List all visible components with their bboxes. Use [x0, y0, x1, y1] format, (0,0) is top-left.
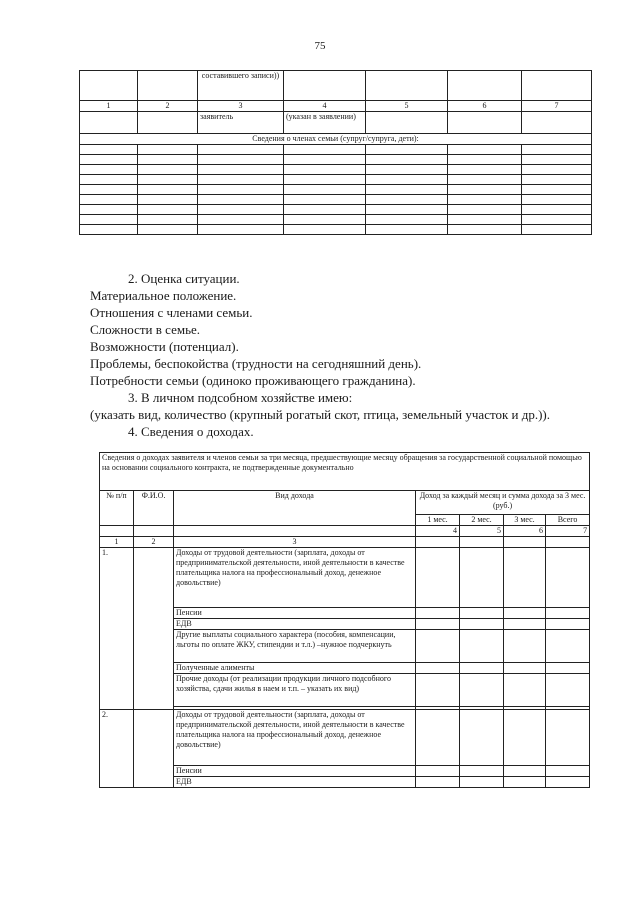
situation-line: Отношения с членами семьи.	[90, 305, 253, 320]
situation-line: Сложности в семье.	[90, 322, 201, 337]
col-num: 5	[366, 101, 448, 112]
income-row	[100, 630, 590, 663]
table-row	[80, 185, 592, 195]
income-labor: Доходы от трудовой деятельности (зарплата, доходы от предпринимательской деятельности, иной деятельности в качестве плательщика налога на профессиональный доход, денежное довольствие)	[174, 710, 416, 766]
column-numbers-row	[100, 537, 590, 548]
applicant-note: (указан в заявлении)	[284, 112, 366, 134]
income-edv: ЕДВ	[174, 619, 416, 630]
section-3-text: (указать вид, количество (крупный рогатый скот, птица, земельный участок и др.)).	[90, 407, 551, 422]
header-total: Всего	[546, 515, 590, 526]
table-row	[80, 165, 592, 175]
income-table	[99, 452, 590, 788]
income-table-title: Сведения о доходах заявителя и членов семьи за три месяца, предшествующие месяцу обращения за государственной социальной помощью на основании социального контракта, не подтвержденные документально	[100, 453, 590, 491]
header-income-type: Вид дохода	[174, 491, 416, 526]
column-numbers-row	[80, 101, 592, 112]
section-2-heading: 2. Оценка ситуации.	[128, 271, 240, 286]
table-row	[80, 155, 592, 165]
table-row	[80, 195, 592, 205]
col-num: 3	[174, 537, 416, 548]
col-num: 6	[504, 526, 546, 537]
table-row	[80, 145, 592, 155]
col-num: 7	[546, 526, 590, 537]
income-edv: ЕДВ	[174, 777, 416, 788]
income-row	[100, 608, 590, 619]
income-row	[100, 777, 590, 788]
income-other: Прочие доходы (от реализации продукции личного подсобного хозяйства, сдачи жилья в наем и т.п. – указать их вид)	[174, 674, 416, 707]
section-3-heading: 3. В личном подсобном хозяйстве имею:	[128, 390, 353, 405]
situation-line: Возможности (потенциал).	[90, 339, 239, 354]
family-members-header: Сведения о членах семьи (супруг/супруга, дети):	[80, 134, 592, 145]
header-fio: Ф.И.О.	[134, 491, 174, 526]
situation-line: Проблемы, беспокойства (трудности на сегодняшний день).	[90, 356, 422, 371]
income-social: Другие выплаты социального характера (пособия, компенсации, льготы по оплате ЖКУ, стипендии и т.л.) –нужное подчеркнуть	[174, 630, 416, 663]
row-number: 1.	[100, 548, 134, 710]
income-row	[100, 766, 590, 777]
col-num: 5	[460, 526, 504, 537]
family-table	[79, 70, 592, 235]
income-pension: Пенсии	[174, 608, 416, 619]
continued-text: составившего записи))	[198, 71, 284, 101]
col-num: 7	[522, 101, 592, 112]
situation-line: Потребности семьи (одиноко проживающего гражданина).	[90, 373, 416, 388]
row-number: 2.	[100, 710, 134, 788]
page-number: 75	[314, 40, 326, 52]
header-number: № п/п	[100, 491, 134, 526]
income-row	[100, 663, 590, 674]
col-num: 2	[138, 101, 198, 112]
col-num: 4	[284, 101, 366, 112]
income-row	[100, 710, 590, 766]
col-num: 2	[134, 537, 174, 548]
section-situation	[90, 270, 600, 440]
col-num: 6	[448, 101, 522, 112]
table-row	[80, 215, 592, 225]
applicant-label: заявитель	[198, 112, 284, 134]
income-pension: Пенсии	[174, 766, 416, 777]
income-labor: Доходы от трудовой деятельности (зарплата, доходы от предпринимательской деятельности, иной деятельности в качестве плательщика налога на профессиональный доход, денежное довольствие)	[174, 548, 416, 608]
table-row	[80, 225, 592, 235]
header-month: 2 мес.	[460, 515, 504, 526]
header-income-amount: Доход за каждый месяц и сумма дохода за 3 мес. (руб.)	[416, 491, 590, 515]
col-num: 1	[100, 537, 134, 548]
income-row	[100, 619, 590, 630]
applicant-row	[80, 112, 592, 134]
header-month: 1 мес.	[416, 515, 460, 526]
income-row	[100, 674, 590, 707]
header-month: 3 мес.	[504, 515, 546, 526]
section-4-heading: 4. Сведения о доходах.	[128, 424, 254, 439]
col-num: 4	[416, 526, 460, 537]
income-alimony: Полученные алименты	[174, 663, 416, 674]
situation-line: Материальное положение.	[90, 288, 237, 303]
table-row	[80, 205, 592, 215]
col-num: 1	[80, 101, 138, 112]
income-row	[100, 548, 590, 608]
col-num: 3	[198, 101, 284, 112]
table-row	[80, 175, 592, 185]
